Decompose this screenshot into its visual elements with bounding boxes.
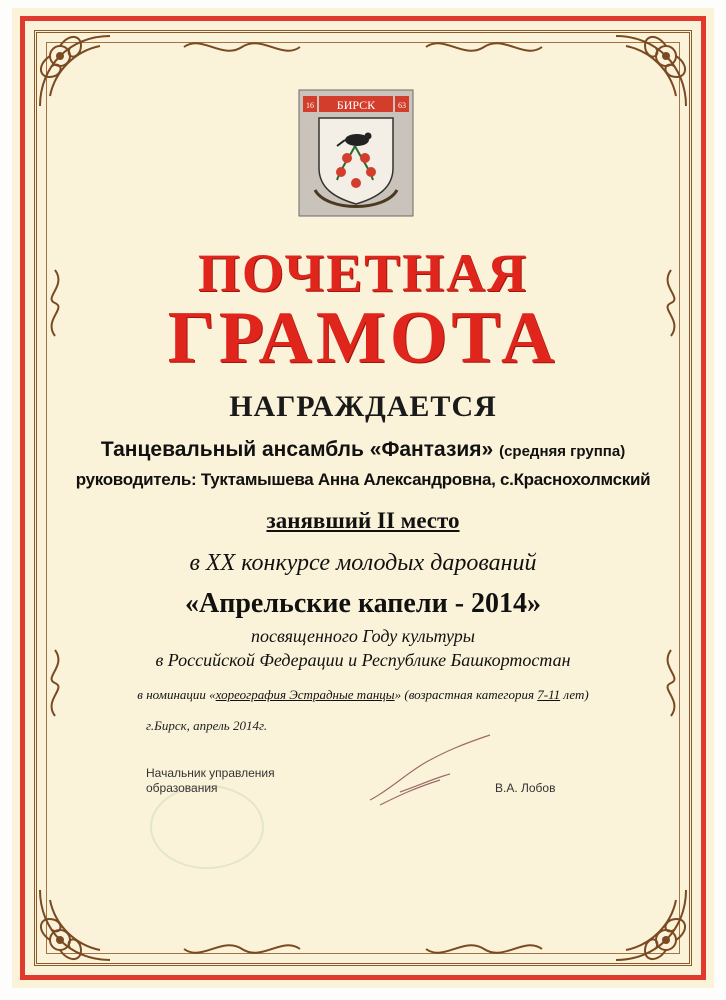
signatory-name: В.А. Лобов <box>495 781 556 795</box>
awarded-heading: НАГРАЖДАЕТСЯ <box>229 390 497 423</box>
coat-city-label: БИРСК <box>336 98 376 112</box>
top-ornament-icon <box>424 34 544 60</box>
corner-ornament-icon <box>604 26 696 118</box>
ensemble-name: Танцевальный ансамбль «Фантазия» <box>100 438 494 461</box>
coat-year-left: 16 <box>306 101 314 110</box>
dedication-line-2: в Российской Федерации и Республике Башкортостан <box>155 650 571 670</box>
top-ornament-icon <box>182 34 302 60</box>
signatory-position: Начальник управления образования <box>146 766 275 795</box>
signature-mark <box>360 730 500 810</box>
contest-line: в XX конкурсе молодых дарований <box>189 550 537 576</box>
coat-year-right: 63 <box>398 101 406 110</box>
bottom-ornament-icon <box>182 936 302 962</box>
corner-ornament-icon <box>604 878 696 970</box>
place-awarded: занявший II место <box>266 508 460 533</box>
nomination-name: хореография Эстрадные танцы <box>215 687 395 702</box>
bottom-ornament-icon <box>424 936 544 962</box>
ensemble-group: (средняя группа) <box>499 443 626 460</box>
nomination-age: 7-11 <box>537 687 561 702</box>
nomination-prefix: в номинации « <box>137 687 216 702</box>
contest-name: «Апрельские капели - 2014» <box>184 588 542 619</box>
nomination-line <box>0 687 726 703</box>
stamp-mark <box>150 785 264 869</box>
corner-ornament-icon <box>30 878 122 970</box>
title-line-1: ПОЧЕТНАЯ <box>197 243 529 303</box>
recipient-leader: руководитель: Туктамышева Анна Александровна, с.Краснохолмский <box>75 470 651 489</box>
nomination-suffix: лет) <box>563 687 589 702</box>
corner-ornament-icon <box>30 26 122 118</box>
title-line-2: ГРАМОТА <box>167 297 559 379</box>
recipient-ensemble <box>0 438 726 462</box>
coat-of-arms-icon <box>297 88 415 218</box>
dedication-line-1: посвященного Году культуры <box>251 626 475 646</box>
place-date: г.Бирск, апрель 2014г. <box>146 718 268 733</box>
nomination-middle: » (возрастная категория <box>394 687 534 702</box>
